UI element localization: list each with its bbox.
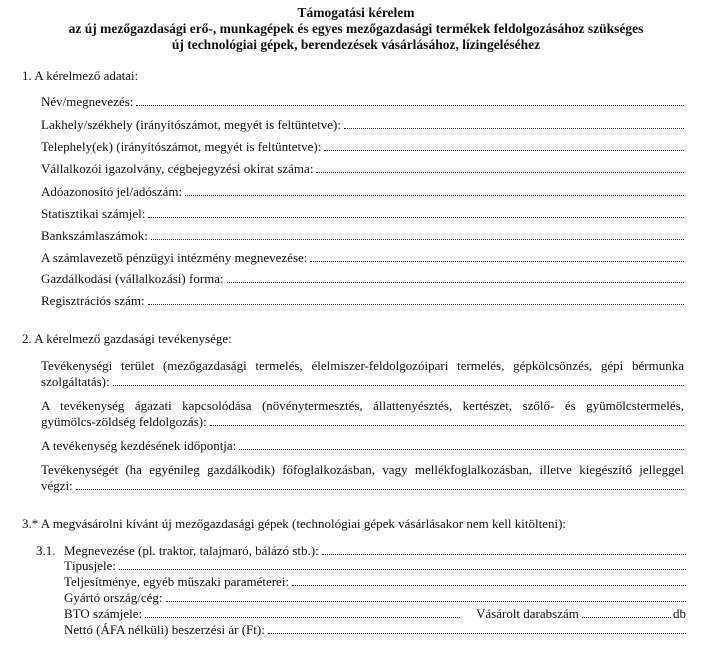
field-tax-id-label: Adóazonosító jel/adószám: <box>41 184 183 199</box>
field-address-label: Lakhely/székhely (irányítószámot, megyét is feltüntetve): <box>41 117 341 132</box>
quantity-unit: db <box>673 606 686 621</box>
field-machine-name[interactable] <box>64 543 686 559</box>
field-bto-code-label: BTO számjele: <box>64 606 143 621</box>
field-registration-number[interactable] <box>41 293 684 309</box>
field-bank-name[interactable] <box>41 250 684 266</box>
field-performance[interactable] <box>64 574 686 590</box>
field-performance-input[interactable] <box>292 574 686 586</box>
field-manufacturer-label: Gyártó ország/cég: <box>64 590 163 605</box>
field-site-label: Telephely(ek) (irányítószámot, megyét is feltüntetve): <box>41 139 322 154</box>
field-performance-label: Teljesítménye, egyéb műszaki paraméterei: <box>64 574 290 589</box>
field-bto-code[interactable] <box>64 606 460 622</box>
field-net-price[interactable] <box>64 622 686 638</box>
activity-area-line1: Tevékenységi terület (mezőgazdasági termelés, élelmiszer-feldolgozóipari termelés, gépkölcsönzés, gépi bérmunka <box>41 358 684 373</box>
field-sector-link-input[interactable] <box>210 414 684 426</box>
field-activity-area-label: szolgáltatás): <box>41 374 110 389</box>
field-activity-area-input[interactable] <box>113 374 684 386</box>
field-stat-number-input[interactable] <box>148 206 684 218</box>
field-occupation[interactable] <box>41 478 684 494</box>
field-quantity-input[interactable] <box>582 606 671 618</box>
field-business-form[interactable] <box>41 271 684 287</box>
field-name-input[interactable] <box>136 94 684 106</box>
section2-heading: 2. A kérelmező gazdasági tevékenysége: <box>22 331 232 346</box>
field-address[interactable] <box>41 117 684 133</box>
field-registration-number-label: Regisztrációs szám: <box>41 293 145 308</box>
field-type-code[interactable] <box>64 558 686 574</box>
field-bank-accounts-input[interactable] <box>151 228 684 240</box>
field-net-price-input[interactable] <box>268 622 686 634</box>
field-site-input[interactable] <box>324 139 684 151</box>
field-bank-name-label: A számlavezető pénzügyi intézmény megnevezése: <box>41 250 308 265</box>
field-type-code-label: Típusjele: <box>64 558 116 573</box>
field-bank-accounts[interactable] <box>41 228 684 244</box>
section1-heading: 1. A kérelmező adatai: <box>22 68 139 83</box>
field-name[interactable] <box>41 94 684 110</box>
field-machine-name-input[interactable] <box>322 543 686 555</box>
field-tax-id[interactable] <box>41 184 684 200</box>
field-activity-area[interactable] <box>41 374 684 390</box>
field-start-date[interactable] <box>41 438 684 454</box>
field-registration-doc-label: Vállalkozói igazolvány, cégbejegyzési okirat száma: <box>41 161 314 176</box>
section3-heading: 3.* A megvásárolni kívánt új mezőgazdasági gépek (technológiai gépek vásárlásakor nem kell kitölteni): <box>22 516 567 531</box>
field-name-label: Név/megnevezés: <box>41 94 134 109</box>
form-subtitle-line2: új technológiai gépek, berendezések vásárlásához, lízingeléséhez <box>171 37 541 52</box>
field-manufacturer[interactable] <box>64 590 686 606</box>
field-sector-link-label: gyümölcs-zöldség feldolgozás): <box>41 414 207 429</box>
field-address-input[interactable] <box>344 117 684 129</box>
field-business-form-input[interactable] <box>227 271 684 283</box>
field-registration-number-input[interactable] <box>148 293 684 305</box>
subsection-number: 3.1. <box>36 543 56 558</box>
field-start-date-label: A tevékenység kezdésének időpontja: <box>41 438 237 453</box>
field-manufacturer-input[interactable] <box>166 590 686 602</box>
form-title: Támogatási kérelem <box>297 5 415 20</box>
field-sector-link[interactable] <box>41 414 684 430</box>
field-occupation-input[interactable] <box>76 478 684 490</box>
sector-link-line1: A tevékenység ágazati kapcsolódása (növénytermesztés, állattenyésztés, kertészet, szőlő- és gyümölcstermelés, <box>41 398 684 413</box>
field-registration-doc-input[interactable] <box>316 161 684 173</box>
occupation-line1: Tevékenységét (ha egyénileg gazdálkodik) főfoglalkozásban, vagy mellékfoglalkozásban, illetve kiegészítő jelleggel <box>41 462 684 477</box>
form-subtitle-line1: az új mezőgazdasági erő-, munkagépek és egyes mezőgazdasági termékek feldolgozásához szükséges <box>68 21 644 36</box>
field-tax-id-input[interactable] <box>185 184 684 196</box>
field-stat-number-label: Statisztikai számjel: <box>41 206 146 221</box>
field-type-code-input[interactable] <box>119 558 686 570</box>
field-bto-code-input[interactable] <box>145 606 460 618</box>
field-registration-doc[interactable] <box>41 161 684 177</box>
field-bank-accounts-label: Bankszámlaszámok: <box>41 228 148 243</box>
field-quantity[interactable] <box>476 606 686 622</box>
field-machine-name-label: Megnevezése (pl. traktor, talajmaró, bálázó stb.): <box>64 543 319 558</box>
field-site[interactable] <box>41 139 684 155</box>
field-occupation-label: végzi: <box>41 478 73 493</box>
field-net-price-label: Nettó (ÁFA nélküli) beszerzési ár (Ft): <box>64 622 265 637</box>
field-start-date-input[interactable] <box>239 438 684 450</box>
field-business-form-label: Gazdálkodási (vállalkozási) forma: <box>41 271 224 286</box>
field-bank-name-input[interactable] <box>310 250 684 262</box>
field-quantity-label: Vásárolt darabszám <box>476 606 579 621</box>
field-stat-number[interactable] <box>41 206 684 222</box>
